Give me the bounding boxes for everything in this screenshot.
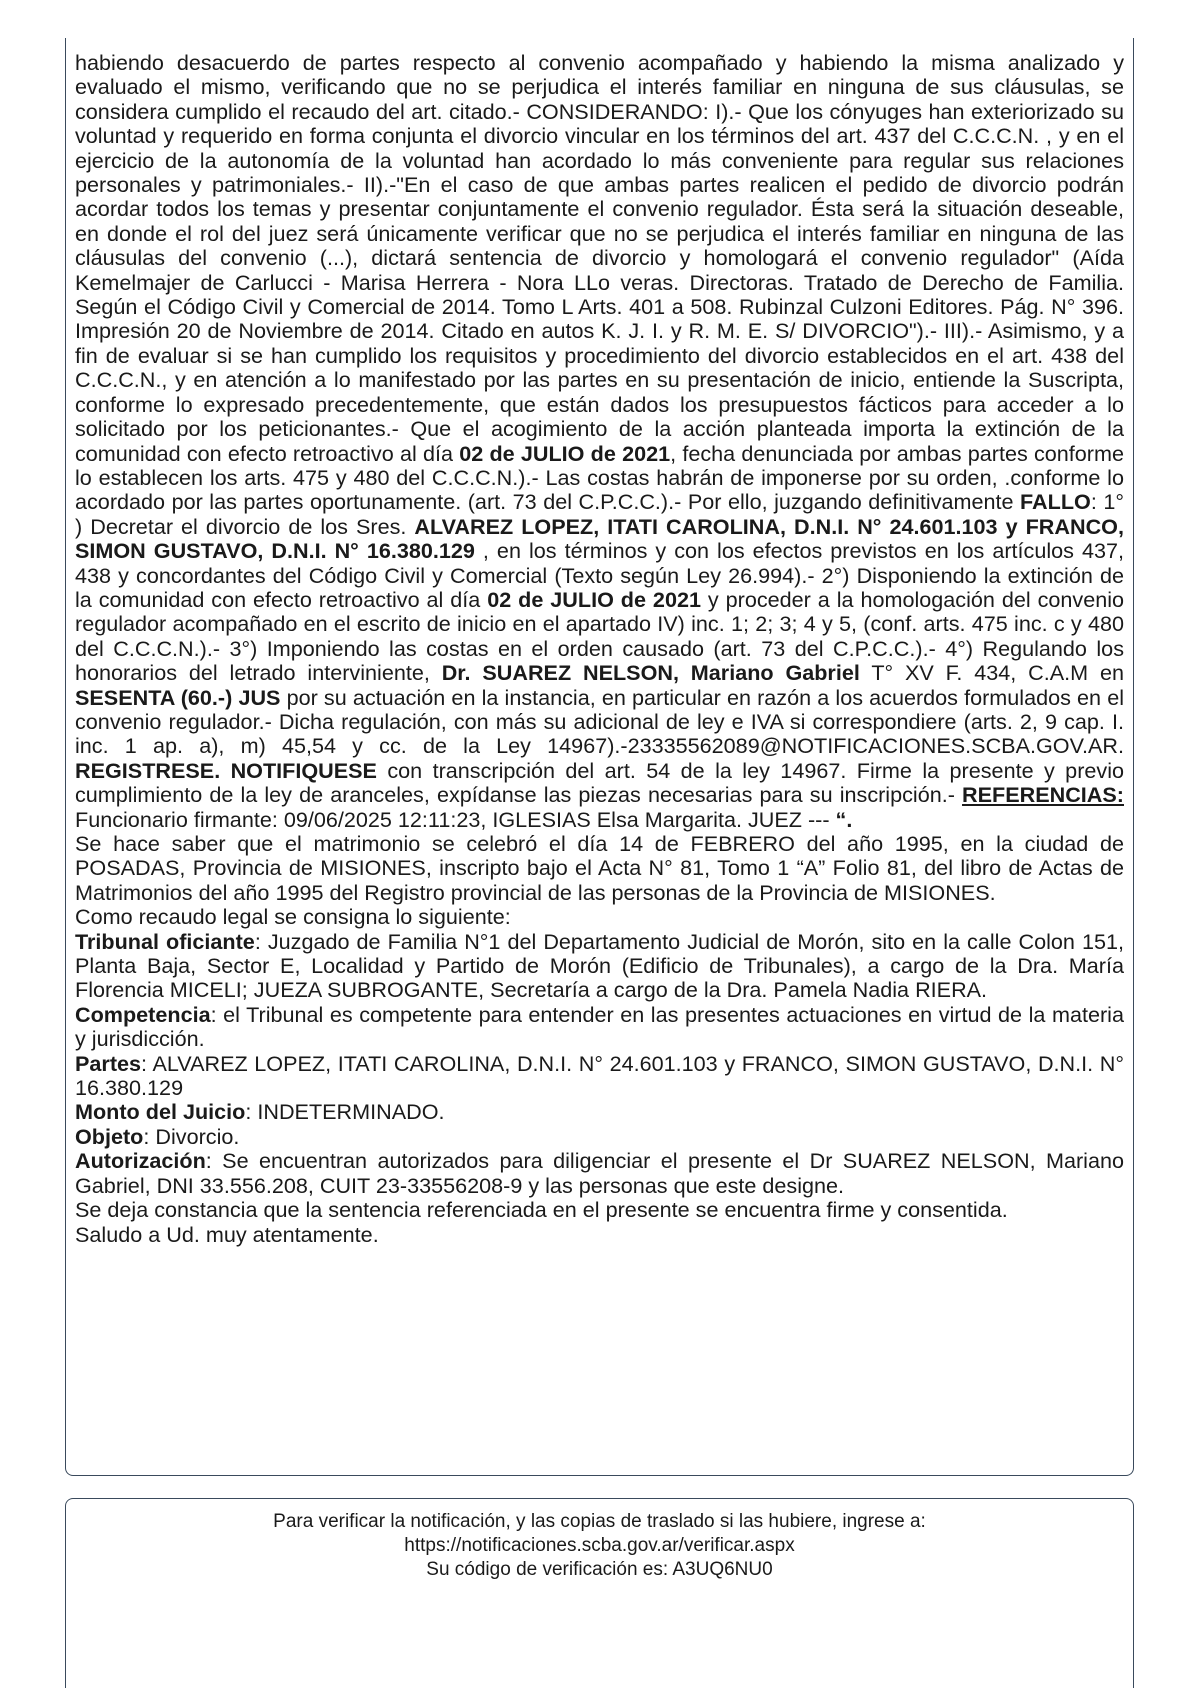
marriage-paragraph: Se hace saber que el matrimonio se celebró el día 14 de FEBRERO del año 1995, en la ciudad de POSADAS, Provincia de MISIONES, inscripto bajo el Acta N° 81, Tomo 1 “A” Folio 81, del libro de Actas de Matrimonios del año 1995 del Registro provincial de las personas de la Provincia de MISIONES.: [75, 831, 1124, 905]
verification-instructions: Para verificar la notificación, y las copias de traslado si las hubiere, ingrese a:: [273, 1511, 926, 1532]
verification-text: [65, 1510, 1134, 1582]
autorizacion-paragraph: Autorización: Se encuentran autorizados para diligenciar el presente el Dr SUAREZ NELSON, Mariano Gabriel, DNI 33.556.208, CUIT 23-33556208-9 y las personas que este designe.: [75, 1148, 1124, 1198]
closing-salutation: Saludo a Ud. muy atentamente.: [75, 1221, 379, 1247]
objeto-paragraph: Objeto: Divorcio.: [75, 1123, 240, 1149]
verification-code: Su código de verificación es: A3UQ6NU0: [426, 1559, 773, 1580]
verification-url[interactable]: https://notificaciones.scba.gov.ar/verificar.aspx: [404, 1535, 795, 1556]
firmeza-paragraph: Se deja constancia que la sentencia referenciada en el presente se encuentra firme y consentida.: [75, 1197, 1008, 1223]
sentence-paragraph: habiendo desacuerdo de partes respecto al convenio acompañado y habiendo la misma analizado y evaluado el mismo, verificando que no se perjudica el interés familiar en ninguna de sus cláusulas, se considera cumplido el recaudo del art. citado.- CONSIDERANDO: I).- Que los cónyuges han exteriorizado su voluntad y requerido en forma conjunta el divorcio vincular en los términos del art. 437 del C.C.C.N. , y en el ejercicio de la autonomía de la voluntad han acordado lo más conveniente para regular sus relaciones personales y patrimoniales.- II).-"En el caso de que ambas partes realicen el pedido de divorcio podrán acordar todos los temas y presentar conjuntamente el convenio regulador. Ésta será la situación deseable, en donde el rol del juez será únicamente verificar que no se perjudica el interés familiar en ninguna de las cláusulas del convenio (...), dictará sentencia de divorcio y homologará el convenio regulador" (Aída Kemelmajer de Carlucci - Marisa Herrera - Nora LLo veras. Directoras. Tratado de Derecho de Familia. Según el Código Civil y Comercial de 2014. Tomo L Arts. 401 a 508. Rubinzal Culzoni Editores. Pág. N° 396. Impresión 20 de Noviembre de 2014. Citado en autos K. J. I. y R. M. E. S/ DIVORCIO").- III).- Asimismo, y a fin de evaluar si se han cumplido los requisitos y procedimiento del divorcio establecidos en el art. 438 del C.C.C.N., y en atención a lo manifestado por las partes en su presentación de inicio, entiende la Suscripta, conforme lo expresado precedentemente, que están dados los presupuestos fácticos para acceder a lo solicitado por los peticionantes.- Que el acogimiento de la acción planteada importa la extinción de la comunidad con efecto retroactivo al día 02 de JULIO de 2021, fecha denunciada por ambas partes conforme lo establecen los arts. 475 y 480 del C.C.C.N.).- Las costas habrán de imponerse por su orden, .conforme lo acordado por las partes oportunamente. (art. 73 del C.P.C.C.).- Por ello, juzgando definitivamente FALLO: 1° ) Decretar el divorcio de los Sres. ALVAREZ LOPEZ, ITATI CAROLINA, D.N.I. N° 24.601.103 y FRANCO, SIMON GUSTAVO, D.N.I. N° 16.380.129 , en los términos y con los efectos previstos en los artículos 437, 438 y concordantes del Código Civil y Comercial (Texto según Ley 26.994).- 2°) Disponiendo la extinción de la comunidad con efecto retroactivo al día 02 de JULIO de 2021 y proceder a la homologación del convenio regulador acompañado en el escrito de inicio en el apartado IV) inc. 1; 2; 3; 4 y 5, (conf. arts. 475 inc. c y 480 del C.C.C.N.).- 3°) Imponiendo las costas en el orden causado (art. 73 del C.P.C.C.).- 4°) Regulando los honorarios del letrado interviniente, Dr. SUAREZ NELSON, Mariano Gabriel T° XV F. 434, C.A.M en SESENTA (60.-) JUS por su actuación en la instancia, en particular en razón a los acuerdos formulados en el convenio regulador.- Dicha regulación, con más su adicional de ley e IVA si correspondiere (arts. 2, 9 cap. I. inc. 1 ap. a), m) 45,54 y cc. de la Ley 14967).-23335562089@NOTIFICACIONES.SCBA.GOV.AR. REGISTRESE. NOTIFIQUESE con transcripción del art. 54 de la ley 14967. Firme la presente y previo cumplimiento de la ley de aranceles, expídanse las piezas necesarias para su inscripción.- REFERENCIAS: Funcionario firmante: 09/06/2025 12:11:23, IGLESIAS Elsa Margarita. JUEZ --- “.: [75, 50, 1125, 832]
competencia-paragraph: Competencia: el Tribunal es competente para entender en las presentes actuaciones en virtud de la materia y jurisdicción.: [75, 1001, 1124, 1052]
tribunal-paragraph: Tribunal oficiante: Juzgado de Familia N°1 del Departamento Judicial de Morón, sito en la calle Colon 151, Planta Baja, Sector E, Localidad y Partido de Morón (Edificio de Tribunales), a cargo de la Dra. María Florencia MICELI; JUEZA SUBROGANTE, Secretaría a cargo de la Dra. Pamela Nadia RIERA.: [75, 928, 1124, 1003]
document-body: [75, 51, 1124, 1247]
partes-paragraph: Partes: ALVAREZ LOPEZ, ITATI CAROLINA, D.N.I. N° 24.601.103 y FRANCO, SIMON GUSTAVO, D.N.I. N° 16.380.129: [75, 1050, 1124, 1101]
monto-paragraph: Monto del Juicio: INDETERMINADO.: [75, 1099, 445, 1125]
legal-requirement-intro: Como recaudo legal se consigna lo siguiente:: [75, 904, 511, 930]
referencias-label: REFERENCIAS:: [962, 782, 1124, 808]
